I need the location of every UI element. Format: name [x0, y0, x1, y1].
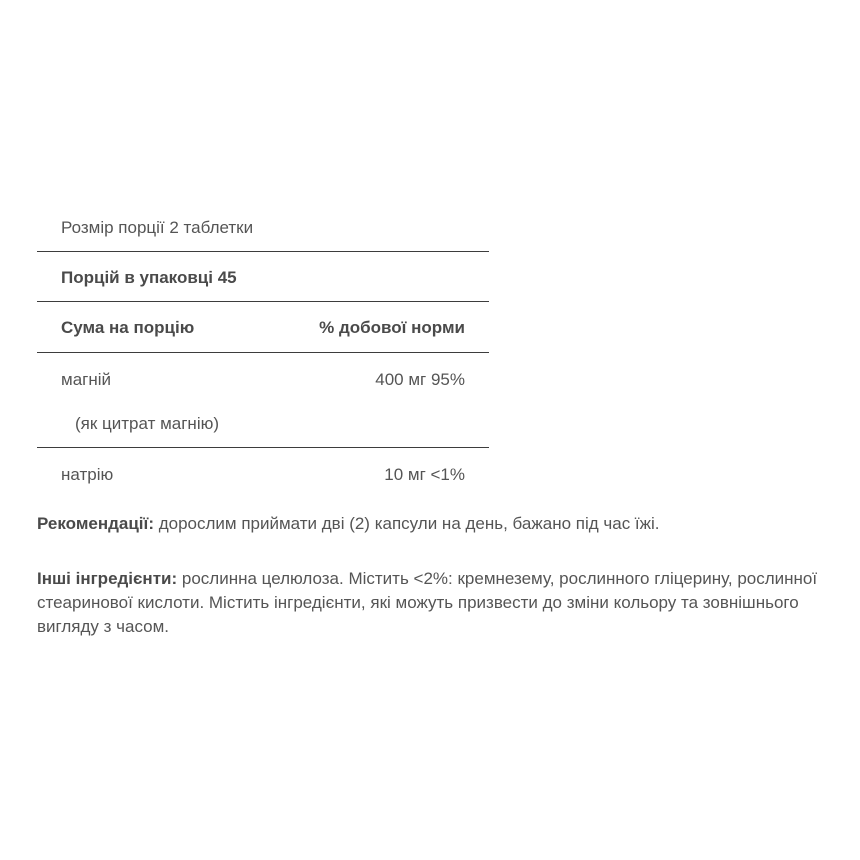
other-ingredients-paragraph [37, 567, 827, 639]
servings-per-container-row [37, 252, 489, 301]
other-ingredients-text: рослинна целюлоза. Містить <2%: кремнезему, рослинного гліцерину, рослинної стеаринової кислоти. Містить інгредієнти, які можуть призвести до зміни кольору та зовнішнього вигляду з часом. [37, 569, 818, 636]
nutrient-note: (як цитрат магнію) [75, 414, 220, 433]
nutrient-name: магній [61, 370, 112, 389]
recommendations-paragraph [37, 512, 827, 536]
other-ingredients-label: Інші інгредієнти: [37, 569, 178, 588]
recommendations-label: Рекомендації: [37, 514, 154, 533]
header-daily-value: % добової норми [319, 318, 465, 337]
serving-size-row [37, 203, 489, 251]
supplement-facts-table [37, 203, 489, 496]
header-amount: Сума на порцію [61, 318, 195, 337]
nutrient-value: 400 мг 95% [375, 370, 465, 389]
nutrient-value: 10 мг <1% [384, 465, 465, 484]
nutrient-row-sodium [37, 448, 489, 496]
servings-per-container-text: Порцій в упаковці 45 [61, 268, 237, 287]
recommendations-text: дорослим приймати дві (2) капсули на день, бажано під час їжі. [153, 514, 660, 533]
nutrient-name: натрію [61, 465, 114, 484]
table-header-row [37, 302, 489, 352]
serving-size-text: Розмір порції 2 таблетки [61, 218, 254, 237]
nutrient-row-magnesium [37, 353, 489, 447]
